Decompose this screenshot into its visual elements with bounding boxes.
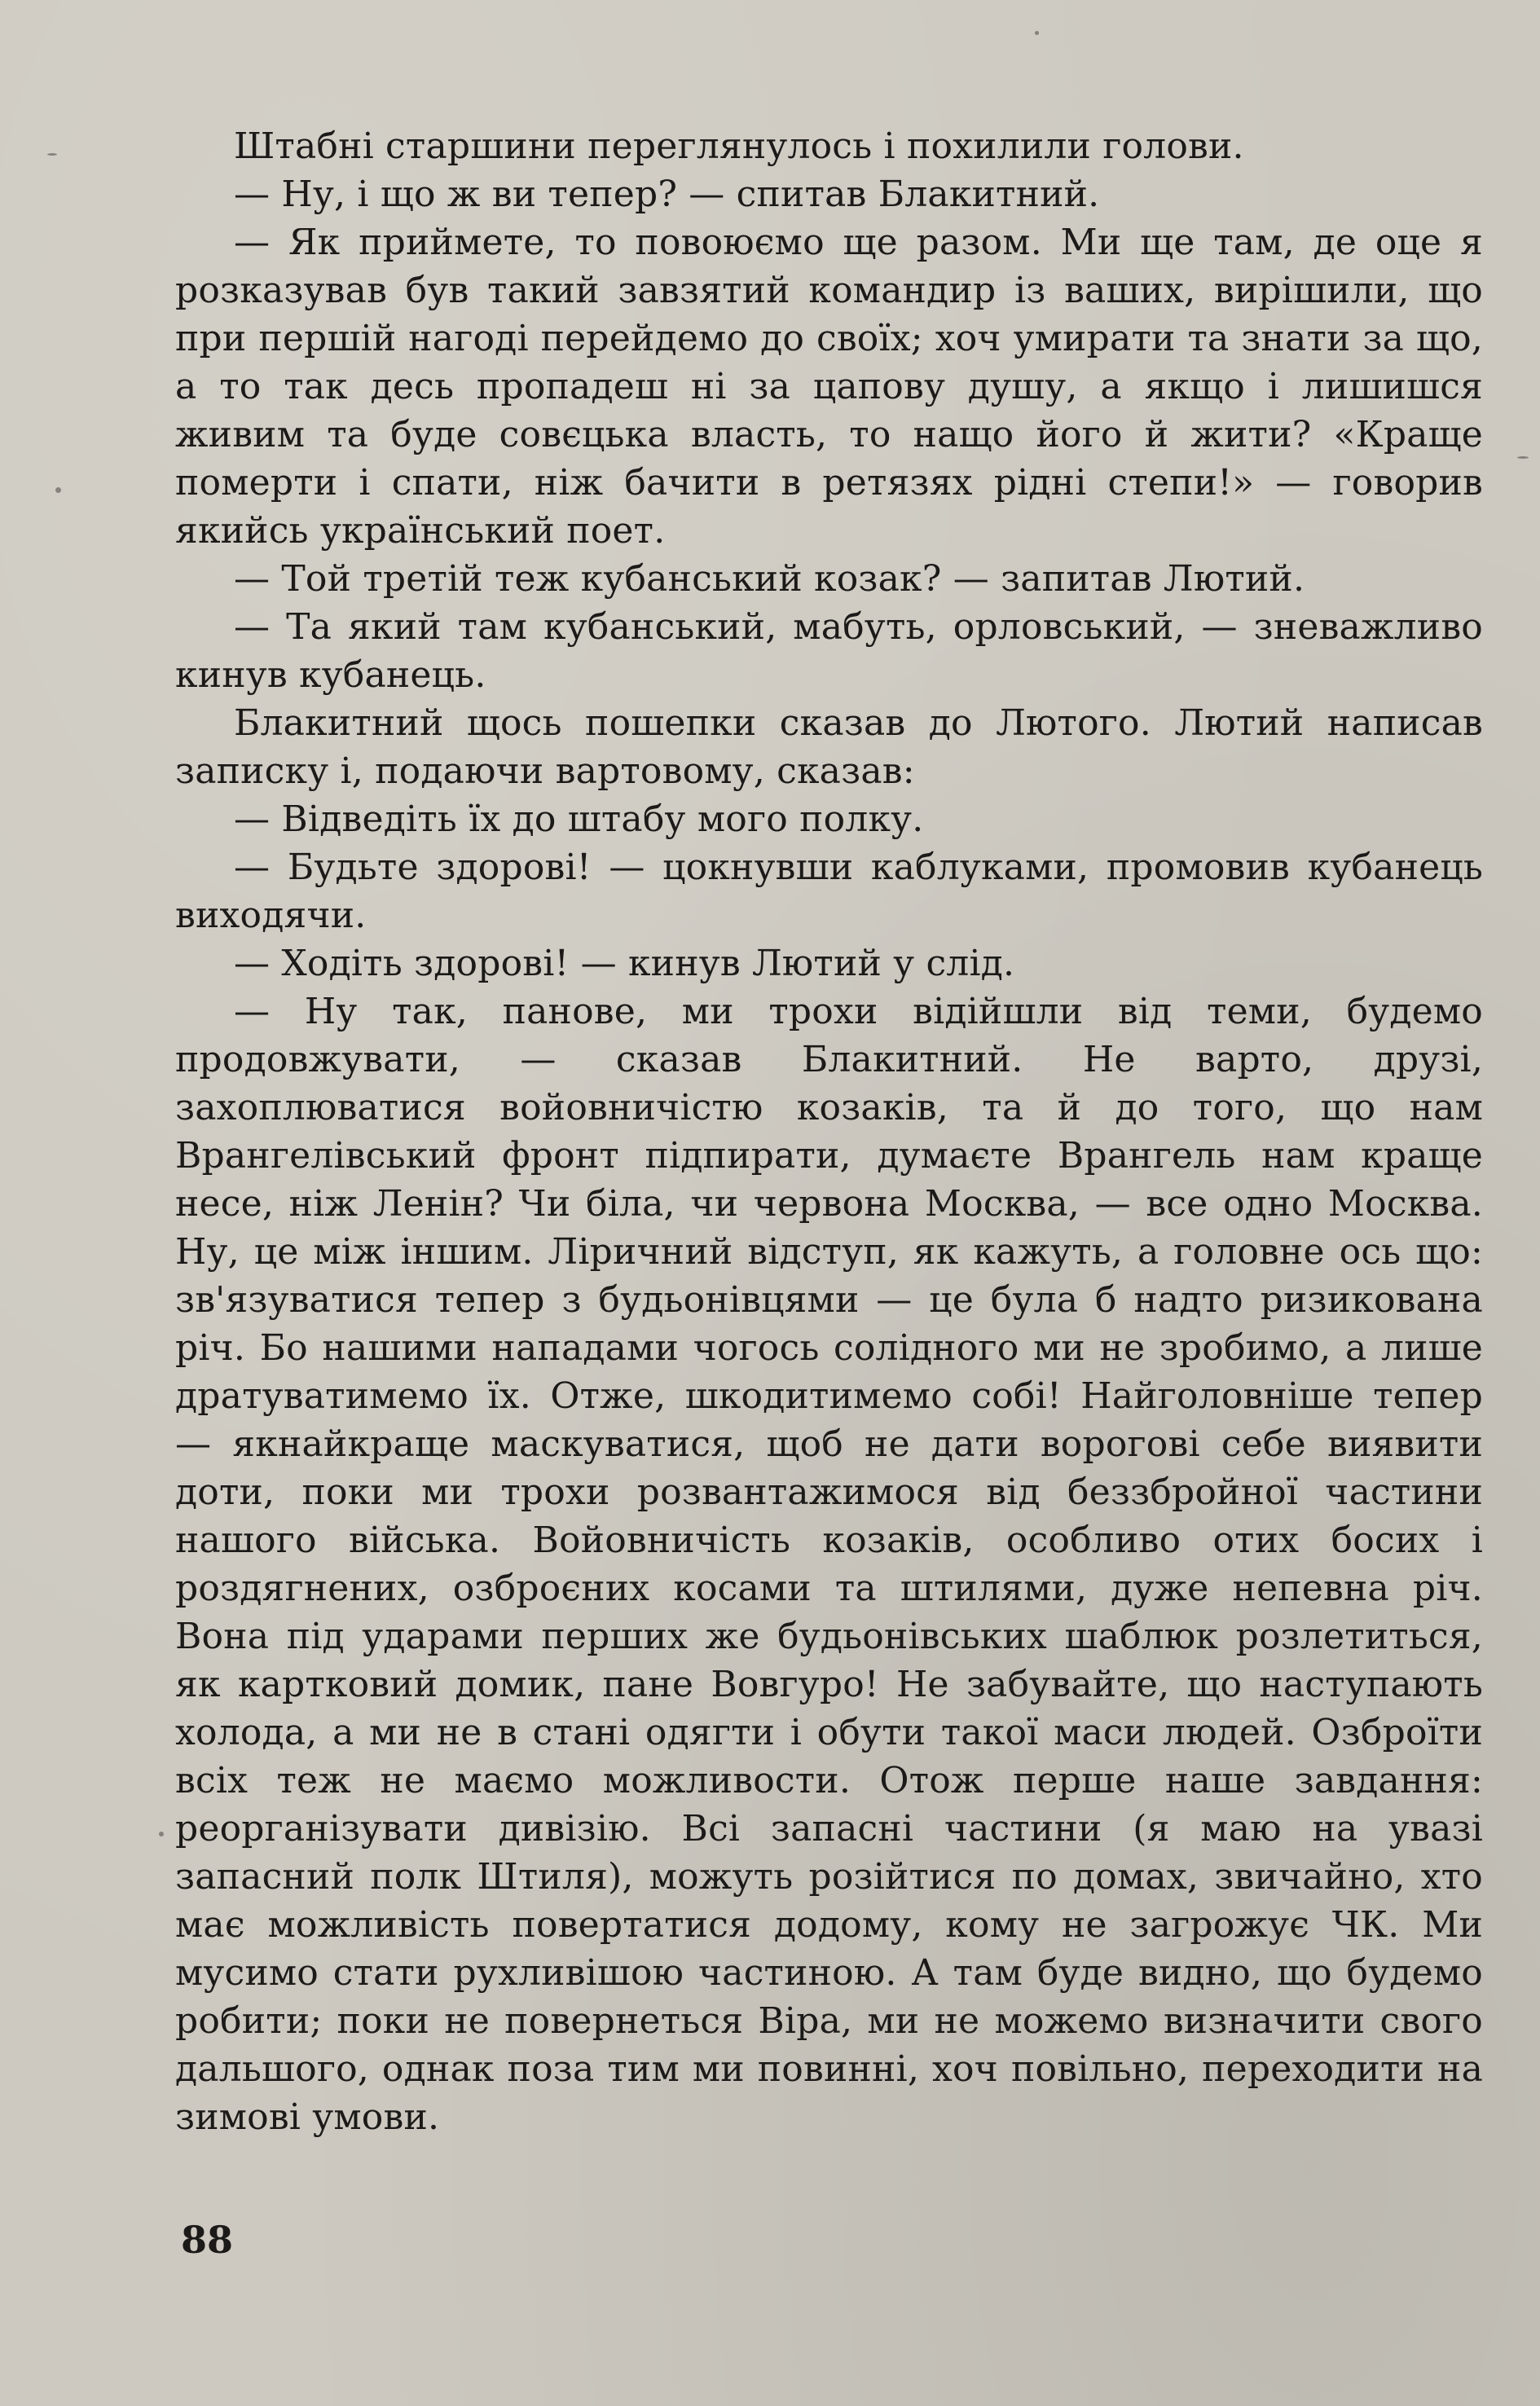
paragraph-4: — Той третій теж кубанський козак? — запитав Лютий. (234, 558, 1305, 600)
paper-speck (1517, 456, 1529, 459)
page-number: 88 (181, 2218, 234, 2262)
paragraph-1: Штабні старшини переглянулось і похилили голови. (234, 125, 1244, 167)
paper-speck (1035, 31, 1039, 35)
body-text (175, 122, 1483, 2141)
paper-speck (159, 1832, 164, 1836)
paragraph-6: Блакитний щось пошепки сказав до Лютого. Лютий написав записку і, подаючи вартовому, сказав: (175, 702, 1483, 792)
paper-speck (47, 153, 57, 156)
paragraph-8: — Будьте здорові! — цокнувши каблуками, промовив кубанець виходячи. (175, 847, 1483, 936)
paragraph-5: — Та який там кубанський, мабуть, орловський, — зневажливо кинув кубанець. (175, 606, 1483, 696)
paragraph-2: — Ну, і що ж ви тепер? — спитав Блакитний. (234, 174, 1100, 215)
paragraph-7: — Відведіть їх до штабу мого полку. (234, 798, 924, 840)
paragraph-3: — Як приймете, то повоюємо ще разом. Ми ще там, де оце я розказував був такий завзятий командир із ваших, вирішили, що при першій нагоді перейдемо до своїх; хоч умирати та знати за що, а то так десь пропадеш ні за цапову душу, а якщо і лишишся живим та буде совєцька власть, то нащо його й жити? «Краще померти і спати, ніж бачити в ретязях рідні степи!» — говорив якийсь український поет. (175, 222, 1483, 552)
paragraph-10: — Ну так, панове, ми трохи відійшли від теми, будемо продовжувати, — сказав Блакитний. Не варто, друзі, захоплюватися войовничістю козаків, та й до того, що нам Врангелівський фронт підпирати, думаєте Врангель нам краще несе, ніж Ленін? Чи біла, чи червона Москва, — все одно Москва. Ну, це між іншим. Ліричний відступ, як кажуть, а головне ось що: зв'язуватися тепер з будьонівцями — це була б надто ризикована річ. Бо нашими нападами чогось солідного ми не зробимо, а лише дратуватимемо їх. Отже, шкодитимемо собі! Найголовніше тепер — якнайкраще маскуватися, щоб не дати ворогові себе виявити доти, поки ми трохи розвантажимося від беззбройної частини нашого війська. Войовничість козаків, особливо отих босих і роздягнених, озброєних косами та штилями, дуже непевна річ. Вона під ударами перших же будьонівських шаблюк розлетиться, як картковий домик, пане Вовгуро! Не забувайте, що наступають холода, а ми не в стані одягти і обути такої маси людей. Озброїти всіх теж не маємо можливости. Отож перше наше завдання: реорганізувати дивізію. Всі запасні частини (я маю на увазі запасний полк Штиля), можуть розійтися по домах, звичайно, хто має можливість повертатися додому, кому не загрожує ЧК. Ми мусимо стати рухливішою частиною. А там буде видно, що будемо робити; поки не повернеться Віра, ми не можемо визначити свого дальшого, однак поза тим ми повинні, хоч повільно, переходити на зимові умови. (175, 991, 1483, 2138)
paper-speck (55, 487, 61, 493)
paragraph-9: — Ходіть здорові! — кинув Лютий у слід. (234, 943, 1015, 984)
